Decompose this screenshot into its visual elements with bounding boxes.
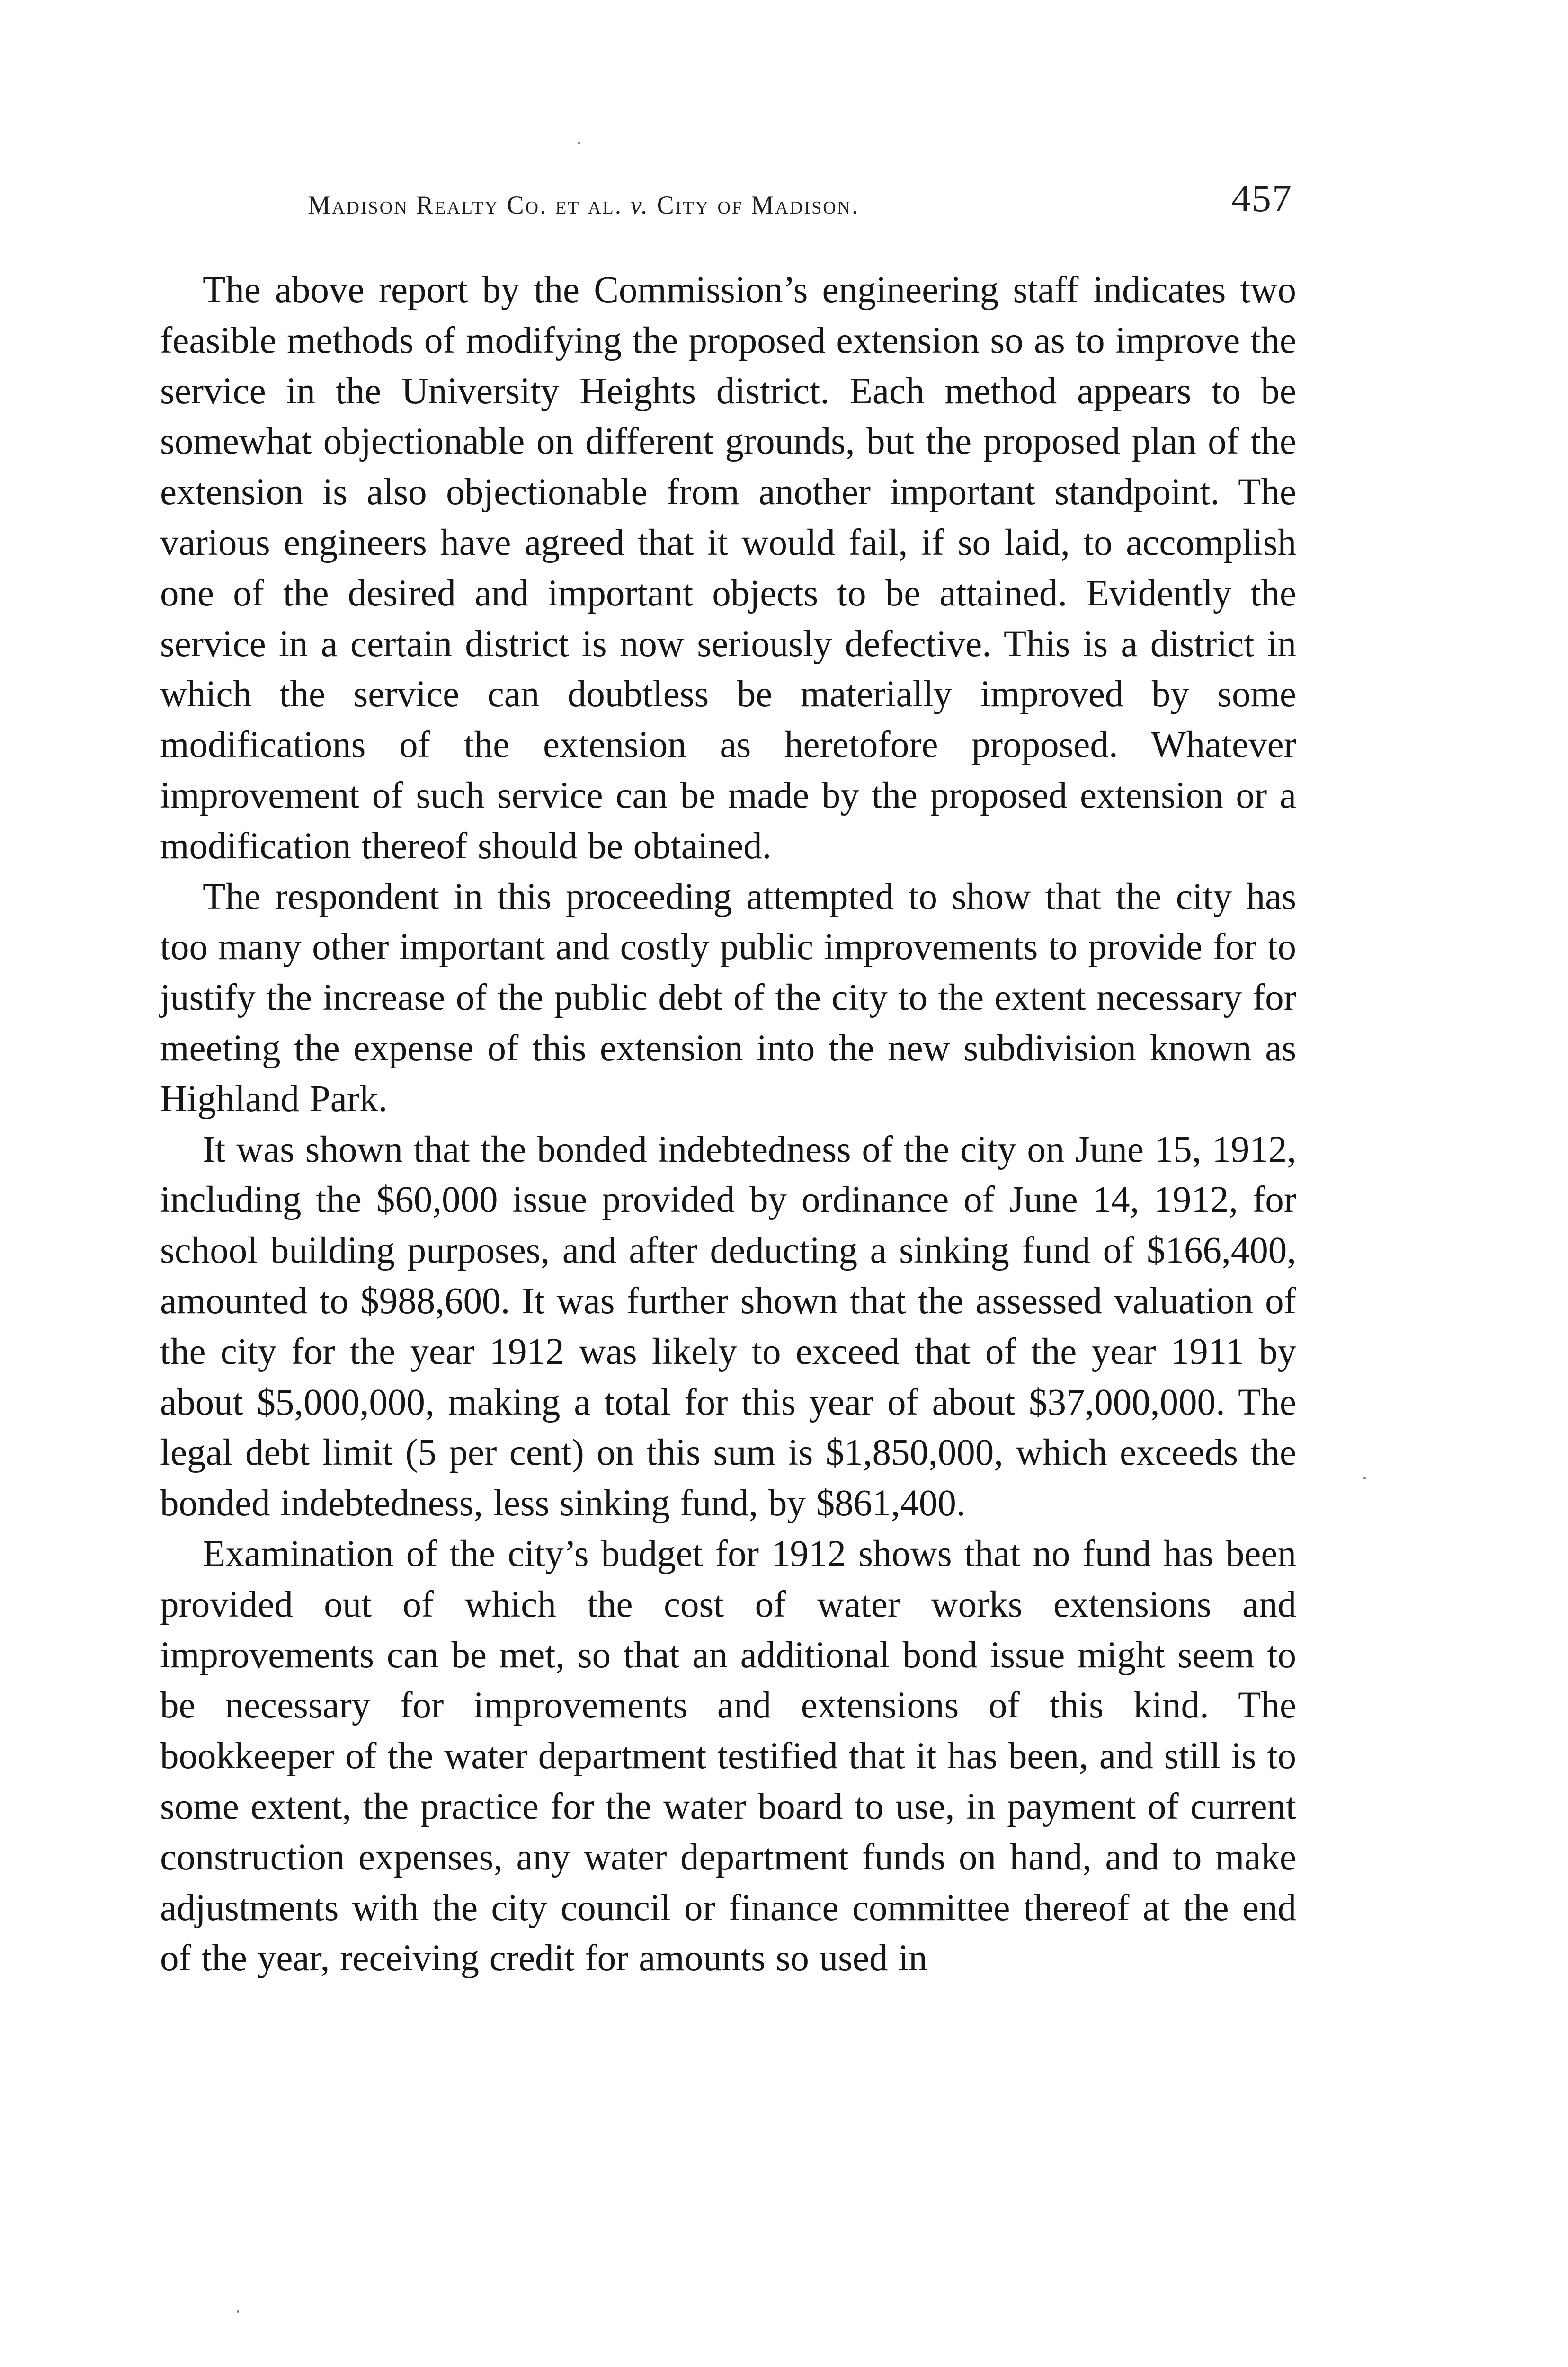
paper-speck xyxy=(578,142,580,144)
running-title-part2: City of Madison. xyxy=(649,191,860,219)
paragraph-bonded-indebtedness: It was shown that the bonded indebtedness of the city on June 15, 1912, including the $60,000 issue provided by ordinance of June 14, 1912, for school building purposes, and after deducting a sinking fund of $166,400, amounted to $988,600. It was further shown that the assessed valuation of the city for the year 1912 was likely to exceed that of the year 1911 by about $5,000,000, making a total for this year of about $37,000,000. The legal debt limit (5 per cent) on this sum is $1,850,000, which exceeds the bonded indebtedness, less sinking fund, by $861,400. xyxy=(160,1129,1296,1524)
running-title-versus: v. xyxy=(630,191,650,219)
running-title xyxy=(308,190,860,220)
running-head xyxy=(308,176,1292,228)
running-title-part1: Madison Realty Co. et al. xyxy=(308,191,631,219)
paper-speck xyxy=(1363,1477,1366,1479)
paper-speck xyxy=(237,2310,239,2313)
paragraph-respondent-argument: The respondent in this proceeding attempted to show that the city has too many other important and costly public improvements to provide for to justify the increase of the public debt of the city to the extent necessary for meeting the expense of this extension into the new subdivision known as Highland Park. xyxy=(160,876,1296,1120)
page-number: 457 xyxy=(1231,177,1292,220)
body-text xyxy=(160,265,1296,1984)
paragraph-report-findings: The above report by the Commission’s engineering staff indicates two feasible methods of modifying the proposed extension so as to improve the service in the University Heights district. Each method appears to be somewhat objectionable on different grounds, but the proposed plan of the extension is also objectionable from another important standpoint. The various engineers have agreed that it would fail, if so laid, to accomplish one of the desired and important objects to be attained. Evidently the service in a certain district is now seriously defective. This is a district in which the service can doubtless be materially improved by some modifications of the extension as heretofore proposed. Whatever improvement of such service can be made by the proposed extension or a modification thereof should be obtained. xyxy=(160,269,1296,867)
paragraph-city-budget: Examination of the city’s budget for 1912 shows that no fund has been provided out of which the cost of water works extensions and improvements can be met, so that an additional bond issue might seem to be necessary for improvements and extensions of this kind. The bookkeeper of the water department testified that it has been, and still is to some extent, the practice for the water board to use, in payment of current construction expenses, any water department funds on hand, and to make adjustments with the city council or finance committee thereof at the end of the year, receiving credit for amounts so used in xyxy=(160,1533,1296,1979)
